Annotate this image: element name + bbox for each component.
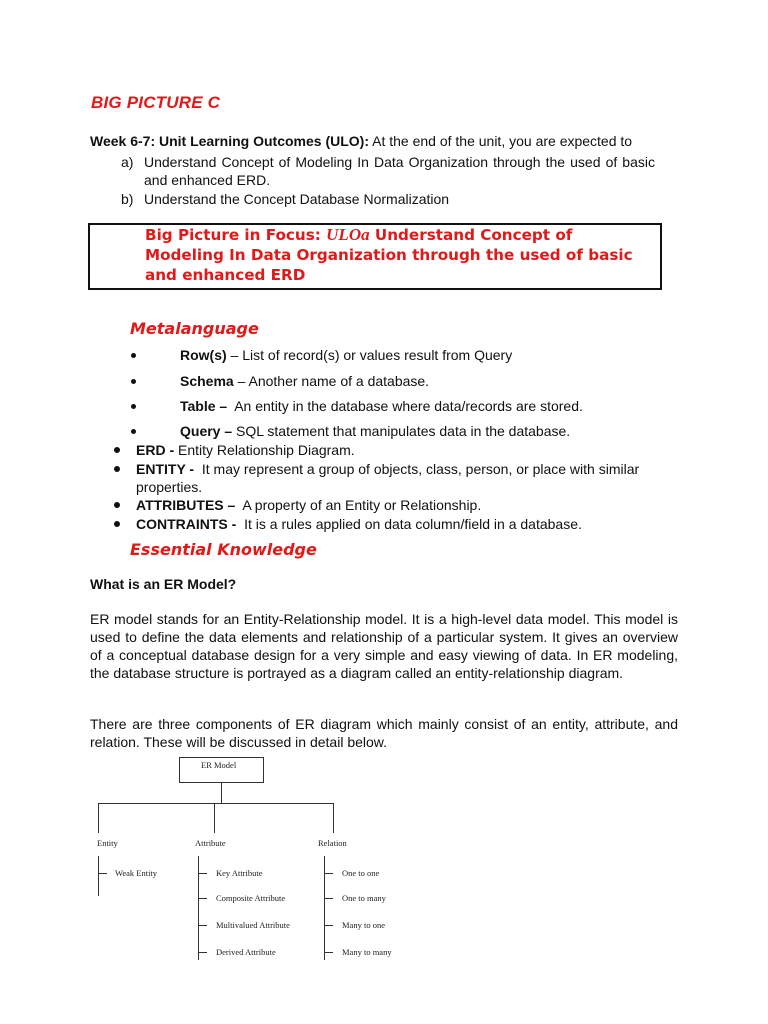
definition: An entity in the database where data/records are stored. [234,398,583,414]
diagram-relation-child: One to many [342,893,386,903]
connector-line [98,803,334,804]
connector-line [98,803,99,833]
ulo-item-label: b) [121,191,134,207]
term: ERD - [136,442,175,458]
focus-line1: Understand Concept of [369,226,573,244]
diagram-entity-child: Weak Entity [115,868,158,878]
definition: SQL statement that manipulates data in the database. [236,423,571,439]
ulo-heading: Week 6-7: Unit Learning Outcomes (ULO): [90,133,369,149]
connector-line [214,803,215,833]
diagram-relation-child: Many to one [342,920,385,930]
bullet-dot [131,429,136,434]
diagram-attribute-label: Attribute [195,838,226,848]
term: ATTRIBUTES – [136,497,236,513]
paragraph-er-model: ER model stands for an Entity-Relationship model. It is a high-level data model. This model is used to define the data elements and relationship of a particular system. It gives an overview of a conceptual database design for a very simple and easy viewing of data. In ER modeling, the database structure is portrayed as a diagram called an entity-relationship diagram. [90,611,678,681]
ulo-intro-text: At the end of the unit, you are expected to [369,133,633,149]
connector-line [198,952,207,953]
term: Query – [180,423,233,439]
diagram-attribute-child: Key Attribute [216,868,263,878]
question-heading: What is an ER Model? [90,576,237,592]
connector-line [198,898,207,899]
connector-line [98,856,99,896]
diagram-attribute-child: Composite Attribute [216,893,286,903]
term: Table – [180,398,228,414]
ulo-item-a [121,153,681,189]
diagram-attribute-child: Multivalued Attribute [216,920,290,930]
focus-ulo-tag: ULOa [326,225,370,244]
ulo-intro [90,133,690,149]
connector-line [324,873,333,874]
term: Schema [180,373,234,389]
definition: List of record(s) or values result from Query [242,347,513,363]
term: Row(s) [180,347,227,363]
ulo-item-text: Understand the Concept Database Normalization [144,191,450,207]
essential-heading: Essential Knowledge [130,540,317,559]
ulo-item-b [121,190,681,208]
separator [236,516,244,532]
definition: It may represent a group of objects, class, person, or place with similar properties. [136,461,644,495]
term: CONTRAINTS - [136,516,237,532]
connector-line [198,925,207,926]
bullet-dot [114,466,120,472]
bullet-dot [131,353,136,358]
definition: It is a rules applied on data column/field in a database. [244,516,582,532]
definition: A property of an Entity or Relationship. [242,497,482,513]
bullet-dot [114,447,120,453]
separator: – [233,373,249,389]
focus-line2: Modeling In Data Organization through the used of basic [145,246,633,264]
diagram-relation-child: One to one [342,868,380,878]
ulo-item-text: Understand Concept of Modeling In Data Organization through the used of basic and enhanced ERD. [144,154,655,188]
focus-text [145,225,665,285]
diagram-relation-label: Relation [318,838,347,848]
focus-prefix: Big Picture in Focus: [145,226,327,244]
diagram-entity-label: Entity [97,838,118,848]
bullet-dot [114,502,120,508]
connector-line [333,803,334,833]
separator: – [226,347,243,363]
connector-line [324,925,333,926]
term: ENTITY - [136,461,195,477]
bullet-dot [131,404,136,409]
diagram-relation-child: Many to many [342,947,392,957]
diagram-root-box [179,757,264,783]
focus-line3: and enhanced ERD [145,266,306,284]
connector-line [324,898,333,899]
metalanguage-heading: Metalanguage [130,319,259,338]
connector-line [98,873,107,874]
connector-line [198,873,207,874]
connector-line [221,783,222,803]
list-item [114,460,684,496]
paragraph-components: There are three components of ER diagram which mainly consist of an entity, attribute, and relation. These will be discussed in detail below. [90,716,678,750]
bullet-dot [114,521,120,527]
diagram-root-label: ER Model [201,760,237,770]
bullet-dot [131,379,136,384]
ulo-item-label: a) [121,154,134,170]
connector-line [324,952,333,953]
diagram-attribute-child: Derived Attribute [216,947,276,957]
connector-line [324,856,325,960]
page-title: BIG PICTURE C [91,93,221,112]
definition: Entity Relationship Diagram. [178,442,355,458]
connector-line [198,856,199,960]
definition: Another name of a database. [248,373,430,389]
separator [194,461,202,477]
